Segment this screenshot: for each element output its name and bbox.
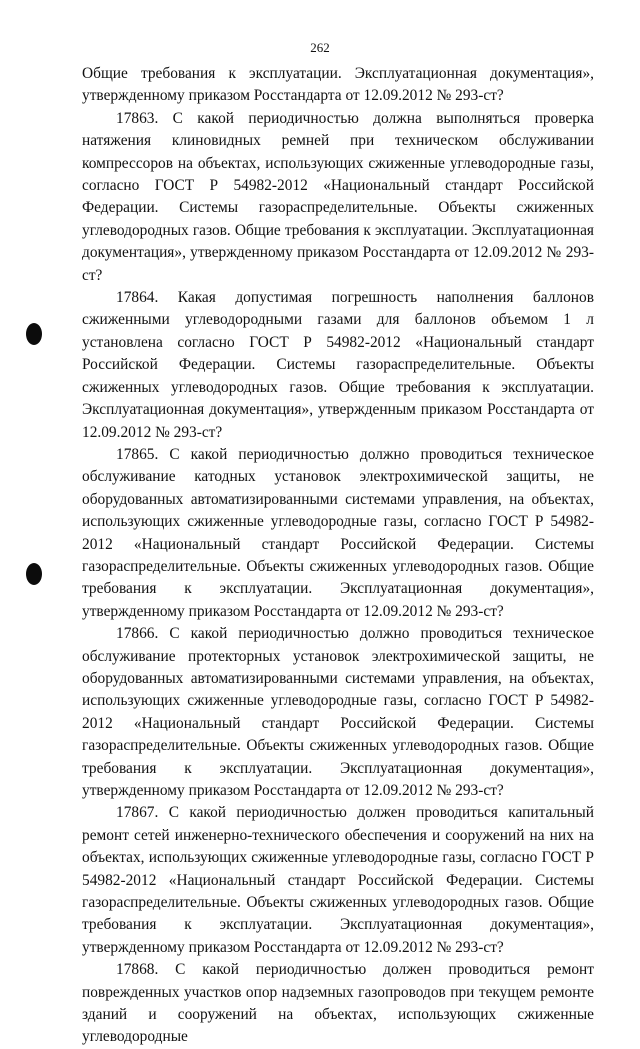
- page-number: 262: [310, 40, 330, 55]
- question-17868: 17868. С какой периодичностью должен проводиться ремонт поврежденных участков опор надземных газопроводов при текущем ремонте зданий и сооружений на объектах, использующих сжиженные углеводородные: [82, 961, 594, 1046]
- question-17864: 17864. Какая допустимая погрешность наполнения баллонов сжиженными углеводородными газами для баллонов объемом 1 л установлена согласно ГОСТ Р 54982-2012 «Национальный стандарт Российской Федерации. Системы газораспределительные. Объекты сжиженных углеводородных газов. Общие требования к эксплуатации. Эксплуатационная документация», утвержденным приказом Росстандарта от 12.09.2012 № 293-ст?: [82, 289, 594, 441]
- punch-hole-top: [26, 323, 42, 345]
- document-body: [82, 63, 594, 1049]
- punch-hole-bottom: [26, 563, 42, 585]
- question-17863: 17863. С какой периодичностью должна выполняться проверка натяжения клиновидных ремней при техническом обслуживании компрессоров на объектах, использующих сжиженные углеводородные газы, согласно ГОСТ Р 54982-2012 «Национальный стандарт Российской Федерации. Системы газораспределительные. Объекты сжиженных углеводородных газов. Общие требования к эксплуатации. Эксплуатационная документация», утвержденному приказом Росстандарта от 12.09.2012 № 293-ст?: [82, 109, 594, 284]
- question-17865: 17865. С какой периодичностью должно проводиться техническое обслуживание катодных установок электрохимической защиты, не оборудованных автоматизированными системами управления, на объектах, использующих сжиженные углеводородные газы, согласно ГОСТ Р 54982-2012 «Национальный стандарт Российской Федерации. Системы газораспределительные. Объекты сжиженных углеводородных газов. Общие требования к эксплуатации. Эксплуатационная документация», утвержденному приказом Росстандарта от 12.09.2012 № 293-ст?: [82, 445, 594, 620]
- paragraph-continuation: Общие требования к эксплуатации. Эксплуатационная документация», утвержденному приказом Росстандарта от 12.09.2012 № 293-ст?: [82, 65, 594, 105]
- question-17867: 17867. С какой периодичностью должен проводиться капитальный ремонт сетей инженерно-технического обеспечения и сооружений на них на объектах, использующих сжиженные углеводородные газы, согласно ГОСТ Р 54982-2012 «Национальный стандарт Российской Федерации. Системы газораспределительные. Объекты сжиженных углеводородных газов. Общие требования к эксплуатации. Эксплуатационная документация», утвержденному приказом Росстандарта от 12.09.2012 № 293-ст?: [82, 804, 594, 956]
- question-17866: 17866. С какой периодичностью должно проводиться техническое обслуживание протекторных установок электрохимической защиты, не оборудованных автоматизированными системами управления, на объектах, использующих сжиженные углеводородные газы, согласно ГОСТ Р 54982-2012 «Национальный стандарт Российской Федерации. Системы газораспределительные. Объекты сжиженных углеводородных газов. Общие требования к эксплуатации. Эксплуатационная документация», утвержденному приказом Росстандарта от 12.09.2012 № 293-ст?: [82, 625, 594, 799]
